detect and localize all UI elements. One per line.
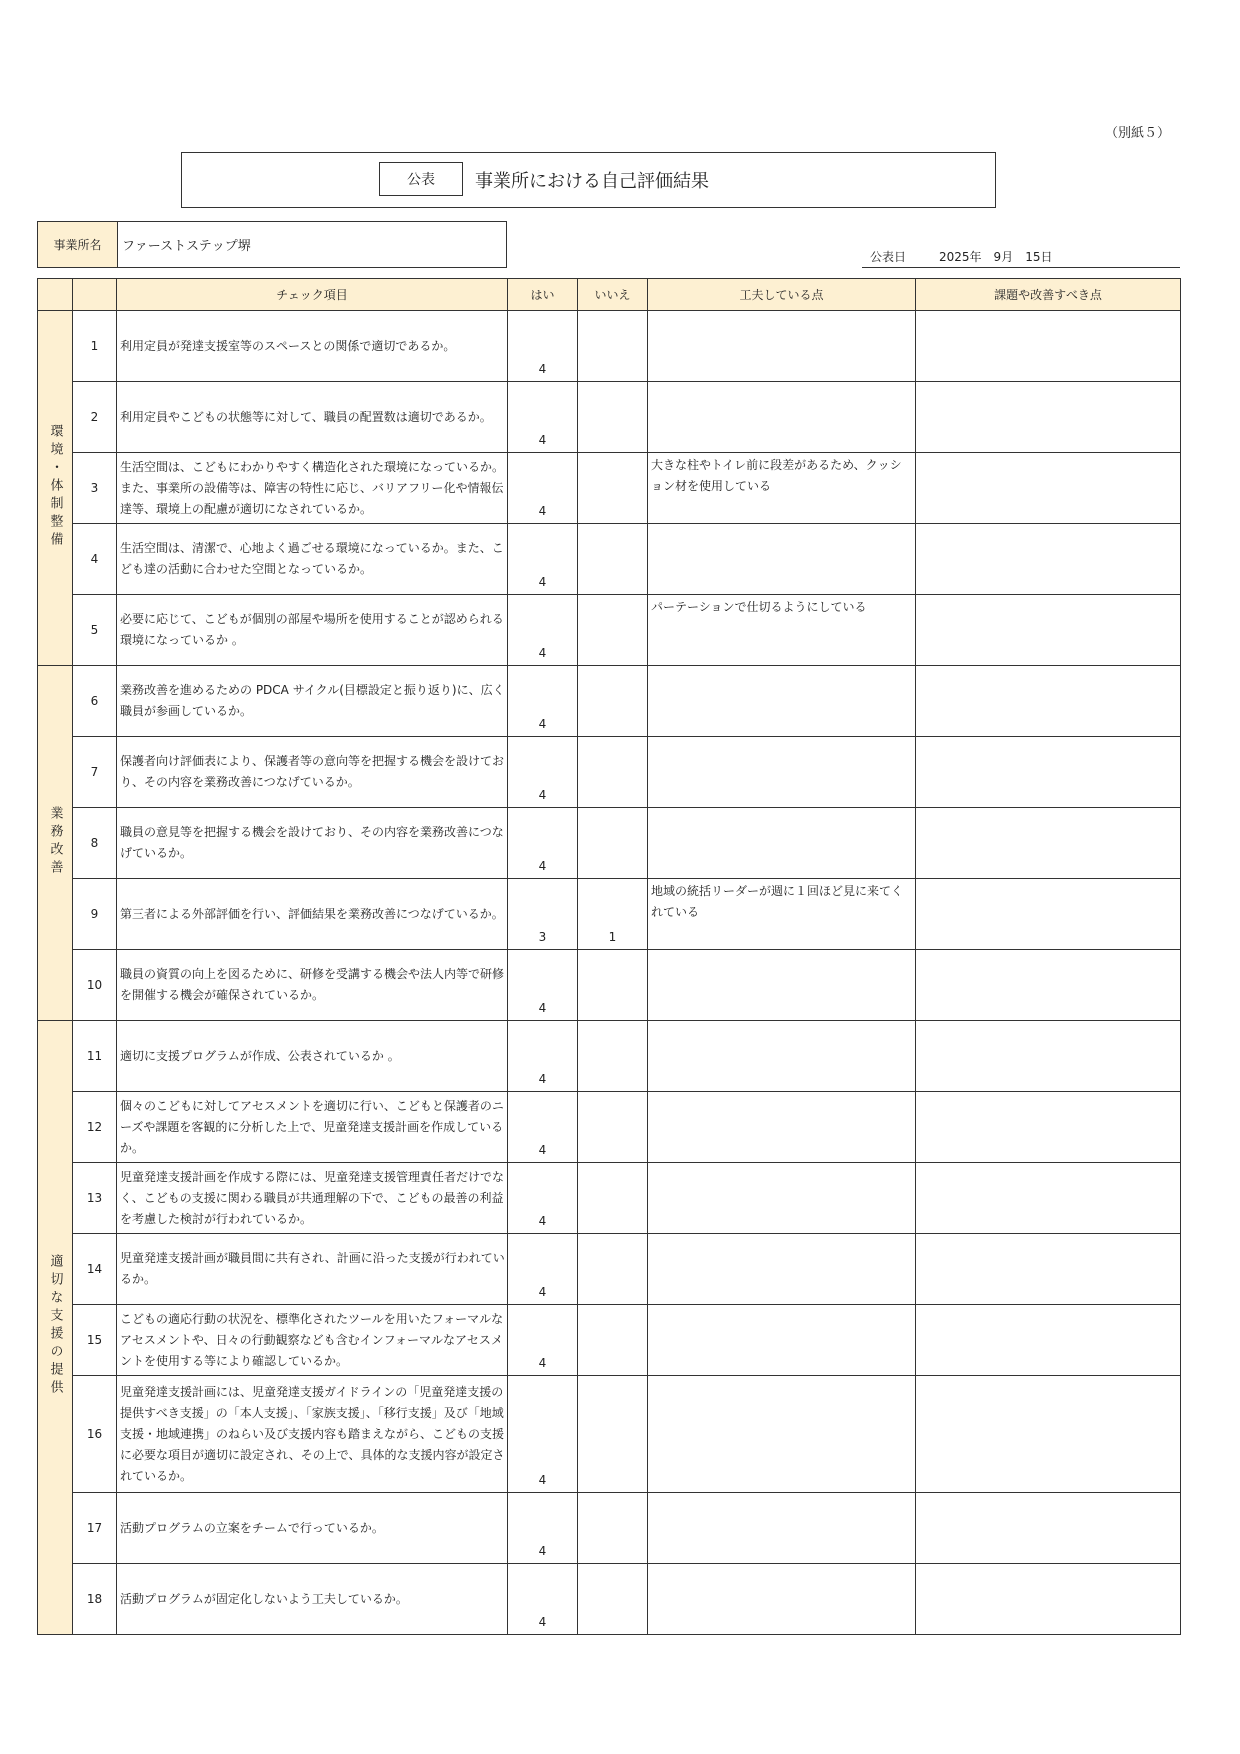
no-count-cell xyxy=(578,524,648,595)
effort-text xyxy=(648,1234,916,1305)
table-row xyxy=(38,311,1181,382)
table-row xyxy=(38,666,1181,737)
category-support-provision xyxy=(38,1021,73,1635)
yes-count: 4 xyxy=(538,1285,547,1299)
no-count-cell xyxy=(578,737,648,808)
yes-count: 4 xyxy=(538,362,547,376)
no-count-cell xyxy=(578,808,648,879)
issue-text xyxy=(916,737,1181,808)
row-number: 9 xyxy=(73,879,117,950)
yes-count-cell xyxy=(508,311,578,382)
title-box xyxy=(181,152,996,208)
row-number: 15 xyxy=(73,1305,117,1376)
yes-count: 4 xyxy=(538,717,547,731)
table-row xyxy=(38,1493,1181,1564)
issue-text xyxy=(916,453,1181,524)
no-count: 1 xyxy=(608,930,617,944)
yes-count-cell xyxy=(508,1493,578,1564)
no-count-cell xyxy=(578,666,648,737)
yes-count: 4 xyxy=(538,1143,547,1157)
yes-count: 4 xyxy=(538,1615,547,1629)
header-effort: 工夫している点 xyxy=(648,279,916,311)
no-count-cell xyxy=(578,595,648,666)
table-row xyxy=(38,453,1181,524)
yes-count: 4 xyxy=(538,1001,547,1015)
effort-text xyxy=(648,524,916,595)
check-item-text: 利用定員やこどもの状態等に対して、職員の配置数は適切であるか。 xyxy=(117,382,508,453)
check-item-text: こどもの適応行動の状況を、標準化されたツールを用いたフォーマルなアセスメントや、日々の行動観察なども含むインフォーマルなアセスメントを使用する等により確認しているか。 xyxy=(117,1305,508,1376)
no-count-cell xyxy=(578,1092,648,1163)
check-item-text: 職員の資質の向上を図るために、研修を受講する機会や法人内等で研修を開催する機会が確保されているか。 xyxy=(117,950,508,1021)
issue-text xyxy=(916,1163,1181,1234)
no-count-cell xyxy=(578,382,648,453)
yes-count-cell xyxy=(508,1021,578,1092)
header-category xyxy=(38,279,73,311)
effort-text xyxy=(648,1163,916,1234)
evaluation-table xyxy=(37,278,1181,1635)
publish-date-value: 2025年 9月 15日 xyxy=(939,249,1053,264)
yes-count: 4 xyxy=(538,646,547,660)
yes-count-cell xyxy=(508,879,578,950)
issue-text xyxy=(916,1092,1181,1163)
effort-text: 地域の統括リーダーが週に１回ほど見に来てくれている xyxy=(648,879,916,950)
row-number: 2 xyxy=(73,382,117,453)
no-count-cell xyxy=(578,1234,648,1305)
table-row xyxy=(38,1163,1181,1234)
effort-text xyxy=(648,1021,916,1092)
issue-text xyxy=(916,1493,1181,1564)
issue-text xyxy=(916,382,1181,453)
table-row xyxy=(38,737,1181,808)
no-count-cell xyxy=(578,1376,648,1493)
yes-count-cell xyxy=(508,666,578,737)
attachment-label: （別紙５） xyxy=(1104,126,1170,141)
category-environment xyxy=(38,311,73,666)
yes-count-cell xyxy=(508,1305,578,1376)
category-label: 適切な支援の提供 xyxy=(47,1254,63,1398)
no-count-cell xyxy=(578,1305,648,1376)
check-item-text: 業務改善を進めるための PDCA サイクル(目標設定と振り返り)に、広く職員が参画しているか。 xyxy=(117,666,508,737)
table-header-row xyxy=(38,279,1181,311)
check-item-text: 個々のこどもに対してアセスメントを適切に行い、こどもと保護者のニーズや課題を客観的に分析した上で、児童発達支援計画を作成しているか。 xyxy=(117,1092,508,1163)
check-item-text: 第三者による外部評価を行い、評価結果を業務改善につなげているか。 xyxy=(117,879,508,950)
table-row xyxy=(38,808,1181,879)
page-title: 事業所における自己評価結果 xyxy=(475,171,709,192)
check-item-text: 生活空間は、清潔で、心地よく過ごせる環境になっているか。また、こども達の活動に合わせた空間となっているか。 xyxy=(117,524,508,595)
effort-text xyxy=(648,737,916,808)
no-count-cell xyxy=(578,453,648,524)
row-number: 17 xyxy=(73,1493,117,1564)
issue-text xyxy=(916,1234,1181,1305)
effort-text xyxy=(648,1305,916,1376)
row-number: 5 xyxy=(73,595,117,666)
yes-count-cell xyxy=(508,524,578,595)
yes-count-cell xyxy=(508,1564,578,1635)
yes-count-cell xyxy=(508,382,578,453)
no-count-cell xyxy=(578,1493,648,1564)
issue-text xyxy=(916,950,1181,1021)
effort-text xyxy=(648,666,916,737)
row-number: 6 xyxy=(73,666,117,737)
yes-count: 4 xyxy=(538,1356,547,1370)
row-number: 12 xyxy=(73,1092,117,1163)
table-row xyxy=(38,1021,1181,1092)
yes-count: 4 xyxy=(538,1473,547,1487)
issue-text xyxy=(916,1376,1181,1493)
category-label: 環境・体制整備 xyxy=(47,423,63,550)
row-number: 18 xyxy=(73,1564,117,1635)
check-item-text: 適切に支援プログラムが作成、公表されているか 。 xyxy=(117,1021,508,1092)
no-count-cell xyxy=(578,1564,648,1635)
table-row xyxy=(38,595,1181,666)
effort-text xyxy=(648,1564,916,1635)
office-name-value: ファーストステップ堺 xyxy=(122,239,251,254)
check-item-text: 活動プログラムの立案をチームで行っているか。 xyxy=(117,1493,508,1564)
yes-count: 4 xyxy=(538,575,547,589)
office-name-label: 事業所名 xyxy=(38,222,118,267)
yes-count: 4 xyxy=(538,1214,547,1228)
yes-count-cell xyxy=(508,1163,578,1234)
issue-text xyxy=(916,879,1181,950)
effort-text: パーテーションで仕切るようにしている xyxy=(648,595,916,666)
no-count-cell xyxy=(578,1163,648,1234)
no-count-cell xyxy=(578,879,648,950)
yes-count-cell xyxy=(508,595,578,666)
row-number: 1 xyxy=(73,311,117,382)
effort-text xyxy=(648,808,916,879)
effort-text xyxy=(648,1092,916,1163)
yes-count: 4 xyxy=(538,504,547,518)
table-row xyxy=(38,879,1181,950)
row-number: 11 xyxy=(73,1021,117,1092)
row-number: 13 xyxy=(73,1163,117,1234)
yes-count: 4 xyxy=(538,1072,547,1086)
check-item-text: 職員の意見等を把握する機会を設けており、その内容を業務改善につなげているか。 xyxy=(117,808,508,879)
header-no: いいえ xyxy=(578,279,648,311)
yes-count: 4 xyxy=(538,788,547,802)
issue-text xyxy=(916,595,1181,666)
check-item-text: 児童発達支援計画が職員間に共有され、計画に沿った支援が行われているか。 xyxy=(117,1234,508,1305)
check-item-text: 活動プログラムが固定化しないよう工夫しているか。 xyxy=(117,1564,508,1635)
header-check-item: チェック項目 xyxy=(117,279,508,311)
publish-date-label: 公表日 xyxy=(870,249,907,264)
table-row xyxy=(38,1376,1181,1493)
yes-count-cell xyxy=(508,950,578,1021)
row-number: 4 xyxy=(73,524,117,595)
row-number: 16 xyxy=(73,1376,117,1493)
header-yes: はい xyxy=(508,279,578,311)
table-row xyxy=(38,524,1181,595)
table-row xyxy=(38,1564,1181,1635)
issue-text xyxy=(916,1305,1181,1376)
category-label: 業務改善 xyxy=(47,805,63,878)
category-business-improvement xyxy=(38,666,73,1021)
yes-count: 4 xyxy=(538,1544,547,1558)
check-item-text: 児童発達支援計画を作成する際には、児童発達支援管理責任者だけでなく、こどもの支援に関わる職員が共通理解の下で、こどもの最善の利益を考慮した検討が行われているか。 xyxy=(117,1163,508,1234)
row-number: 3 xyxy=(73,453,117,524)
check-item-text: 必要に応じて、こどもが個別の部屋や場所を使用することが認められる環境になっているか 。 xyxy=(117,595,508,666)
table-row xyxy=(38,1234,1181,1305)
check-item-text: 児童発達支援計画には、児童発達支援ガイドラインの「児童発達支援の提供すべき支援」の「本人支援」、「家族支援」、「移行支援」及び「地域支援・地域連携」のねらい及び支援内容も踏まえながら、こどもの支援に必要な項目が適切に設定され、その上で、具体的な支援内容が設定されているか。 xyxy=(117,1376,508,1493)
yes-count: 3 xyxy=(538,930,547,944)
check-item-text: 保護者向け評価表により、保護者等の意向等を把握する機会を設けており、その内容を業務改善につなげているか。 xyxy=(117,737,508,808)
issue-text xyxy=(916,666,1181,737)
issue-text xyxy=(916,1564,1181,1635)
header-issue: 課題や改善すべき点 xyxy=(916,279,1181,311)
effort-text xyxy=(648,1493,916,1564)
issue-text xyxy=(916,311,1181,382)
yes-count: 4 xyxy=(538,859,547,873)
yes-count-cell xyxy=(508,453,578,524)
no-count-cell xyxy=(578,311,648,382)
publish-date-row xyxy=(862,245,1180,268)
table-row xyxy=(38,1092,1181,1163)
no-count-cell xyxy=(578,950,648,1021)
table-row xyxy=(38,950,1181,1021)
publication-badge: 公表 xyxy=(379,162,463,196)
row-number: 14 xyxy=(73,1234,117,1305)
yes-count: 4 xyxy=(538,433,547,447)
row-number: 8 xyxy=(73,808,117,879)
table-row xyxy=(38,382,1181,453)
yes-count-cell xyxy=(508,808,578,879)
yes-count-cell xyxy=(508,1376,578,1493)
yes-count-cell xyxy=(508,737,578,808)
row-number: 10 xyxy=(73,950,117,1021)
effort-text xyxy=(648,311,916,382)
issue-text xyxy=(916,808,1181,879)
yes-count-cell xyxy=(508,1234,578,1305)
check-item-text: 生活空間は、こどもにわかりやすく構造化された環境になっているか。また、事業所の設備等は、障害の特性に応じ、バリアフリー化や情報伝達等、環境上の配慮が適切になされているか。 xyxy=(117,453,508,524)
table-row xyxy=(38,1305,1181,1376)
issue-text xyxy=(916,524,1181,595)
row-number: 7 xyxy=(73,737,117,808)
effort-text xyxy=(648,1376,916,1493)
no-count-cell xyxy=(578,1021,648,1092)
effort-text: 大きな柱やトイレ前に段差があるため、クッション材を使用している xyxy=(648,453,916,524)
issue-text xyxy=(916,1021,1181,1092)
header-number xyxy=(73,279,117,311)
effort-text xyxy=(648,950,916,1021)
check-item-text: 利用定員が発達支援室等のスペースとの関係で適切であるか。 xyxy=(117,311,508,382)
yes-count-cell xyxy=(508,1092,578,1163)
office-name-box xyxy=(37,221,507,268)
effort-text xyxy=(648,382,916,453)
